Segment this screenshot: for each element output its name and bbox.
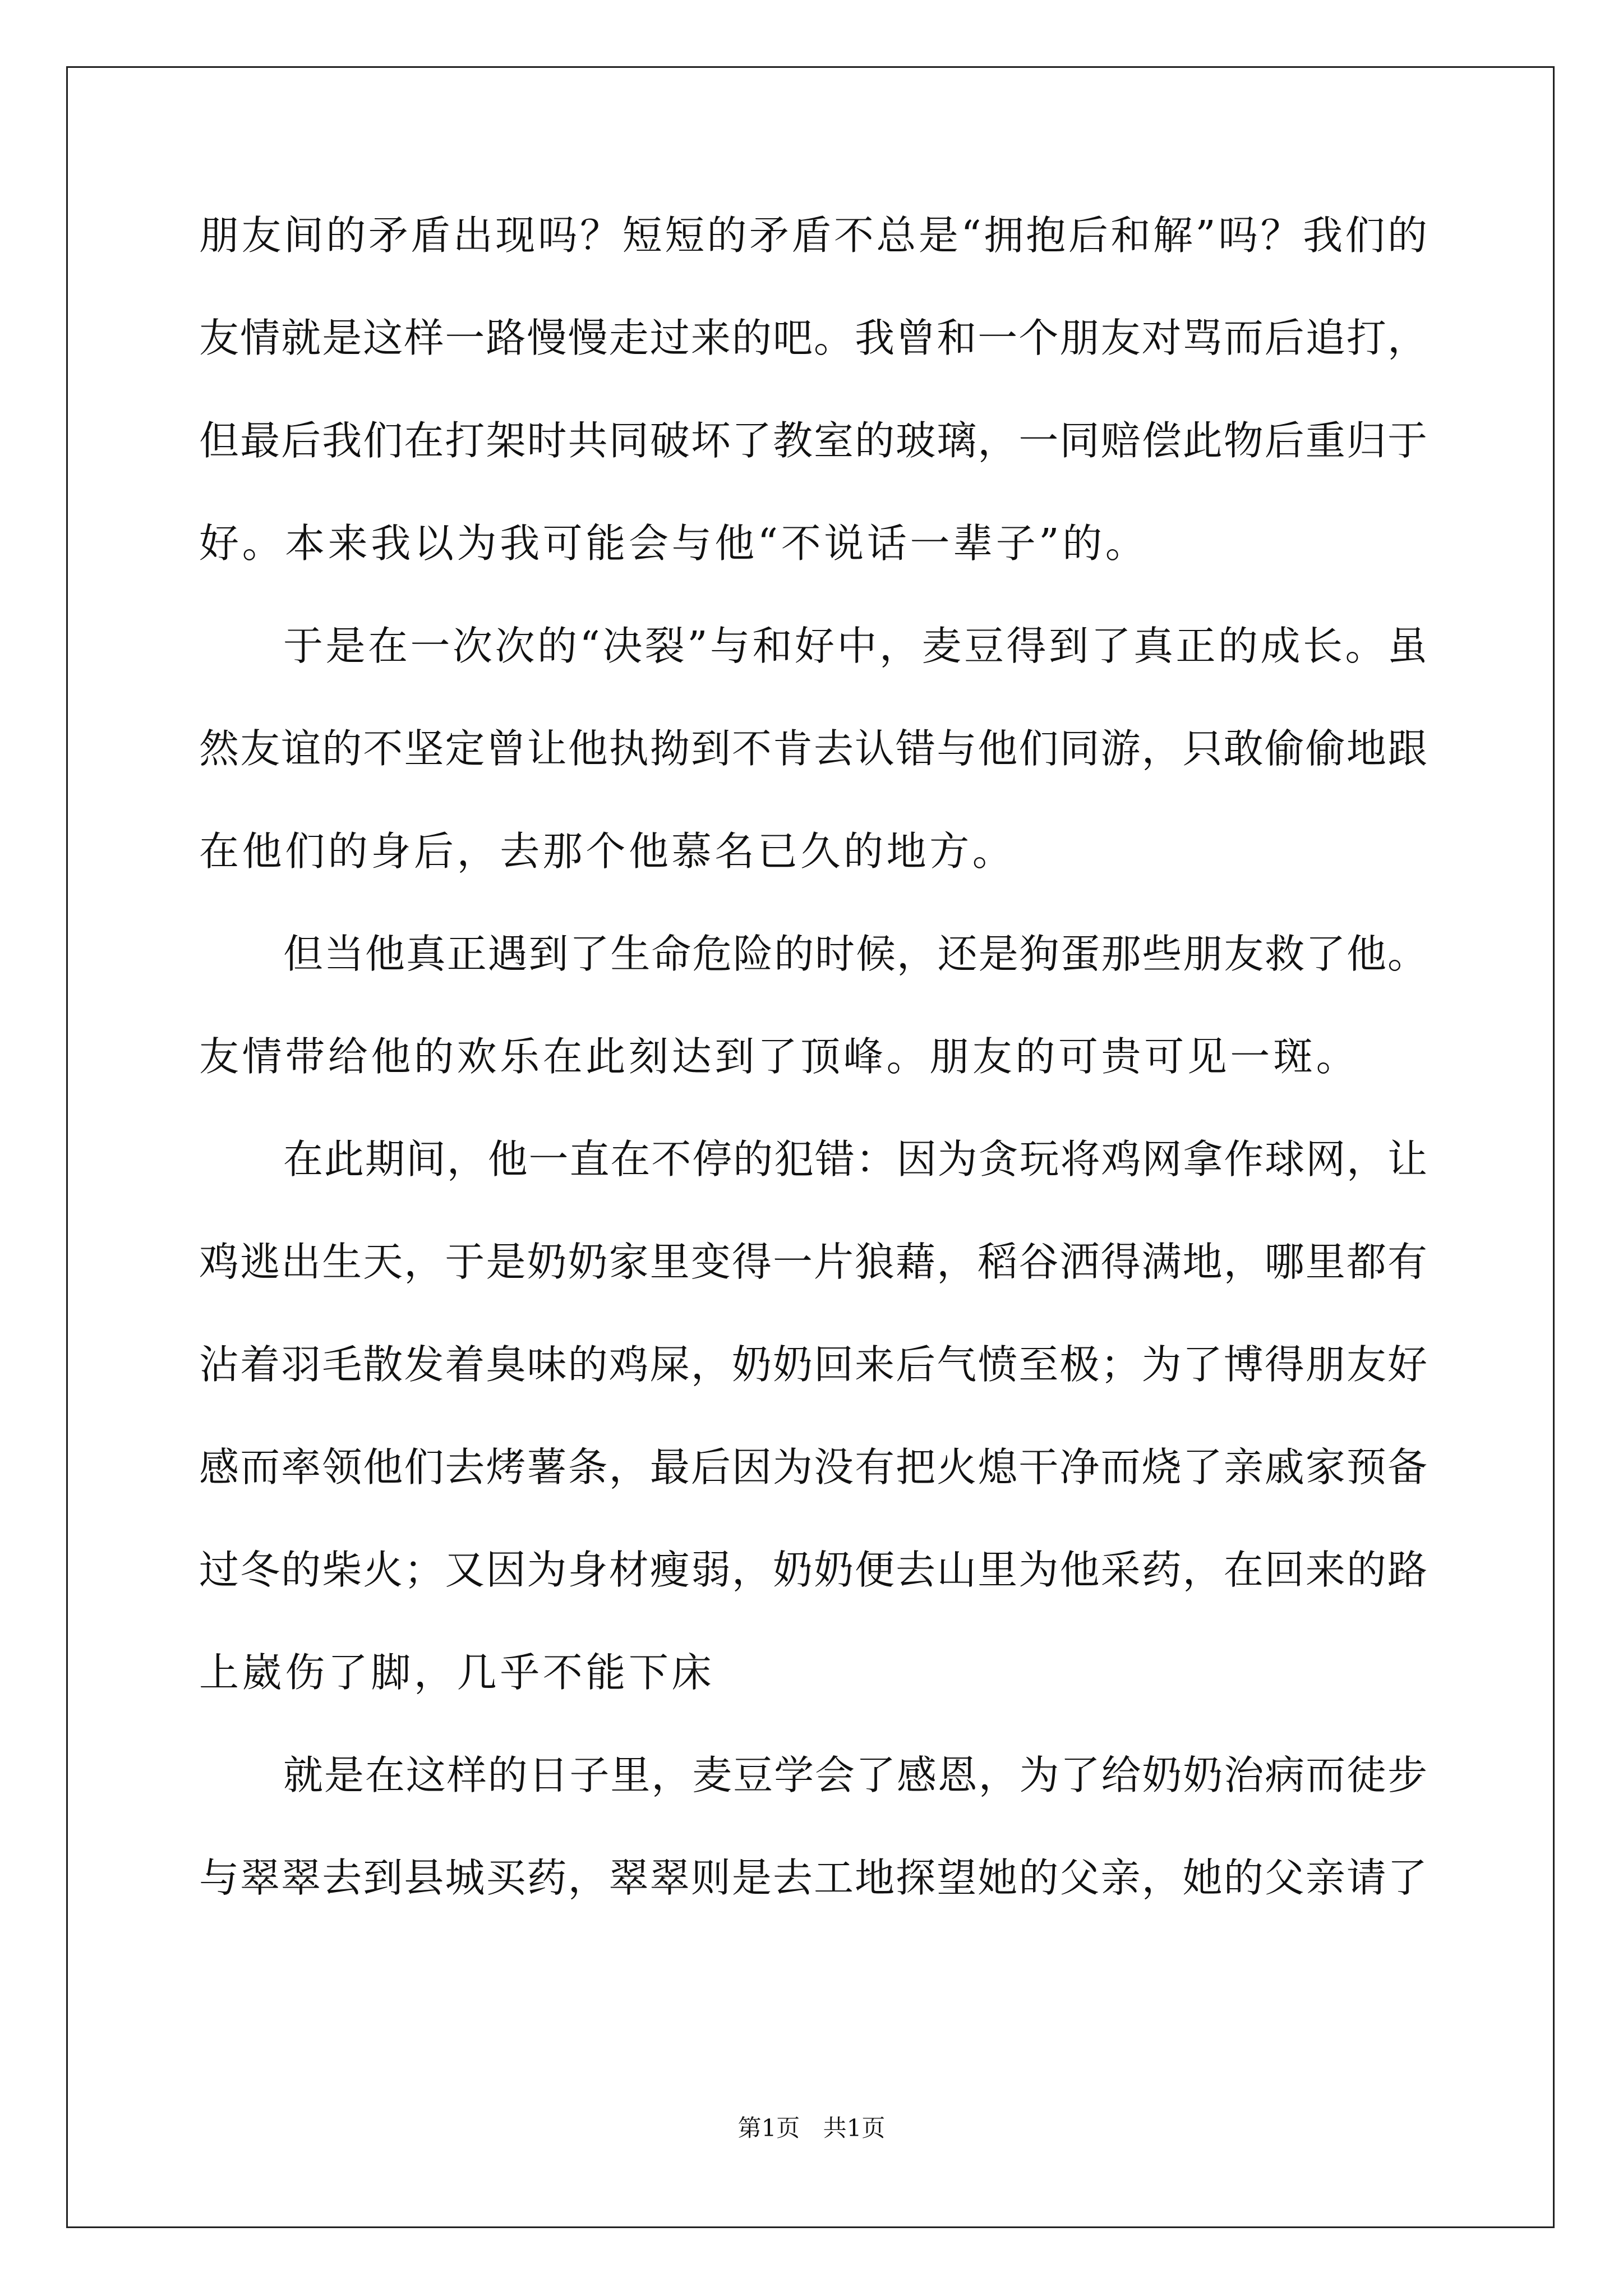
document-body bbox=[199, 208, 1427, 1953]
page-number: 第1页 bbox=[737, 2114, 800, 2142]
text-line: 然友谊的不坚定曾让他执拗到不肯去认错与他们同游，只敢偷偷地跟 bbox=[199, 725, 1427, 772]
page-total: 共1页 bbox=[823, 2114, 886, 2142]
text-line: 友情就是这样一路慢慢走过来的吧。我曾和一个朋友对骂而后追打， bbox=[199, 315, 1427, 361]
paragraph-first-line: 于是在一次次的“决裂”与和好中，麦豆得到了真正的成长。虽 bbox=[283, 623, 1427, 669]
paragraph-first-line: 就是在这样的日子里，麦豆学会了感恩，为了给奶奶治病而徒步 bbox=[283, 1752, 1427, 1798]
text-line: 沾着羽毛散发着臭味的鸡屎，奶奶回来后气愤至极；为了博得朋友好 bbox=[199, 1341, 1427, 1388]
text-line: 与翠翠去到县城买药，翠翠则是去工地探望她的父亲，她的父亲请了 bbox=[199, 1855, 1427, 1901]
text-line: 感而率领他们去烤薯条，最后因为没有把火熄干净而烧了亲戚家预备 bbox=[199, 1444, 1427, 1490]
text-line: 但最后我们在打架时共同破坏了教室的玻璃，一同赔偿此物后重归于 bbox=[199, 417, 1427, 464]
text-line: 朋友间的矛盾出现吗？短短的矛盾不总是“拥抱后和解”吗？我们的 bbox=[199, 212, 1427, 259]
paragraph-first-line: 但当他真正遇到了生命危险的时候，还是狗蛋那些朋友救了他。 bbox=[283, 931, 1427, 977]
text-line: 友情带给他的欢乐在此刻达到了顶峰。朋友的可贵可见一斑。 bbox=[199, 1033, 1359, 1080]
paragraph-first-line: 在此期间，他一直在不停的犯错：因为贪玩将鸡网拿作球网，让 bbox=[283, 1136, 1427, 1182]
text-line: 鸡逃出生天，于是奶奶家里变得一片狼藉，稻谷洒得满地，哪里都有 bbox=[199, 1239, 1427, 1285]
text-line: 在他们的身后，去那个他慕名已久的地方。 bbox=[199, 828, 1016, 875]
page-footer bbox=[0, 2114, 1623, 2142]
text-line: 过冬的柴火；又因为身材瘦弱，奶奶便去山里为他采药，在回来的路 bbox=[199, 1547, 1427, 1593]
text-line: 上崴伤了脚，几乎不能下床 bbox=[199, 1649, 715, 1696]
text-line: 好。本来我以为我可能会与他“不说话一辈子”的。 bbox=[199, 520, 1149, 567]
